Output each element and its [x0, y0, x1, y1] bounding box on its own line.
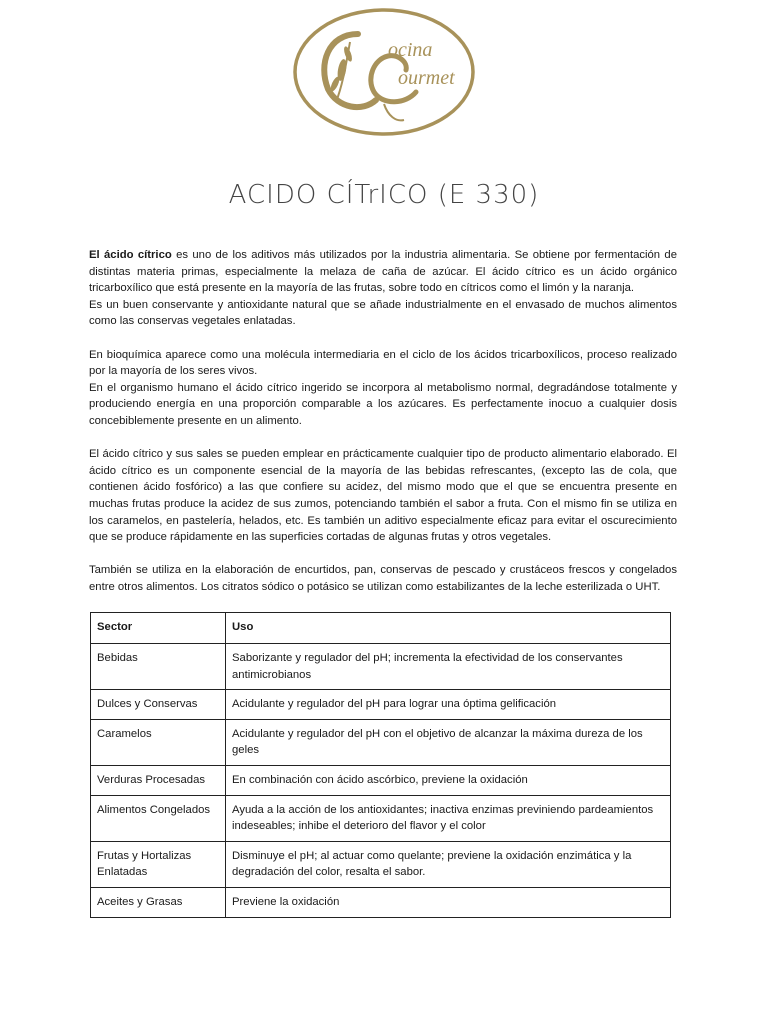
paragraph-6: También se utiliza en la elaboración de encurtidos, pan, conservas de pescado y crustáceos frescos y congelados entre otros alimentos. Los citratos sódico o potásico se utilizan como estabilizantes de la leche esterilizada o UHT.	[89, 564, 677, 593]
uso-cell: Acidulante y regulador del pH para lograr una óptima gelificación	[226, 690, 671, 720]
uso-cell: Saborizante y regulador del pH; incrementa la efectividad de los conservantes antimicrobianos	[226, 644, 671, 690]
paragraph-1	[89, 247, 677, 297]
header-uso: Uso	[226, 613, 671, 644]
table-row	[91, 795, 671, 841]
uso-cell: Previene la oxidación	[226, 887, 671, 917]
paragraph-5: El ácido cítrico y sus sales se pueden emplear en prácticamente cualquier tipo de producto alimentario elaborado. El ácido cítrico es un componente esencial de la mayoría de las bebidas refrescantes, (excepto las de cola, que contienen ácido fosfórico) a las que confiere su acidez, del mismo modo que el que se encuentra presente en muchas frutas produce la acidez de sus zumos, potenciando también el sabor a fruta. Con el mismo fin se utiliza en los caramelos, en pastelería, helados, etc. Es también un aditivo especialmente eficaz para evitar el oscurecimiento que se produce rápidamente en las superficies cortadas de algunas frutas y otros vegetales.	[89, 448, 677, 544]
header-sector: Sector	[91, 613, 226, 644]
sector-cell: Bebidas	[91, 644, 226, 690]
logo-text-line2: ourmet	[398, 67, 455, 89]
uso-cell: Ayuda a la acción de los antioxidantes; inactiva enzimas previniendo pardeamientos indeseables; inhibe el deterioro del flavor y el color	[226, 795, 671, 841]
uses-table	[90, 612, 671, 918]
paragraph-1-text: es uno de los aditivos más utilizados por la industria alimentaria. Se obtiene por fermentación de distintas materia primas, especialmente la melaza de caña de azúcar. El ácido cítrico es un ácido orgánico tricarboxílico que está presente en la mayoría de las frutas, sobre todo en cítricos como el limón y la naranja.	[89, 249, 677, 295]
sector-cell: Frutas y Hortalizas Enlatadas	[91, 841, 226, 887]
sector-cell: Dulces y Conservas	[91, 690, 226, 720]
table-row	[91, 841, 671, 887]
table-header-row	[91, 613, 671, 644]
paragraph-4: En el organismo humano el ácido cítrico ingerido se incorpora al metabolismo normal, degradándose totalmente y produciendo energía en una proporción comparable a los azúcares. Es perfectamente inocuo a cualquier dosis concebiblemente presente en un alimento.	[89, 381, 677, 427]
cocina-gourmet-logo	[288, 4, 480, 140]
table-row	[91, 765, 671, 795]
uso-cell: Disminuye el pH; al actuar como quelante; previene la oxidación enzimática y la degradación del color, resalta el sabor.	[226, 841, 671, 887]
sector-cell: Aceites y Grasas	[91, 887, 226, 917]
table-row	[91, 887, 671, 917]
logo-text-line1: ocina	[388, 39, 433, 61]
document-body	[89, 247, 677, 595]
uso-cell: En combinación con ácido ascórbico, previene la oxidación	[226, 765, 671, 795]
table-row	[91, 719, 671, 765]
sector-cell: Verduras Procesadas	[91, 765, 226, 795]
paragraph-2: Es un buen conservante y antioxidante natural que se añade industrialmente en el envasado de muchos alimentos como las conservas vegetales enlatadas.	[89, 298, 677, 328]
uso-cell: Acidulante y regulador del pH con el objetivo de alcanzar la máxima dureza de los geles	[226, 719, 671, 765]
page-title: ACIDO CÍTrICO (E 330)	[228, 180, 540, 210]
lead-term: El ácido cítrico	[89, 249, 172, 261]
paragraph-3: En bioquímica aparece como una molécula intermediaria en el ciclo de los ácidos tricarboxílicos, proceso realizado por la mayoría de los seres vivos.	[89, 348, 677, 378]
table-row	[91, 690, 671, 720]
sector-cell: Caramelos	[91, 719, 226, 765]
sector-cell: Alimentos Congelados	[91, 795, 226, 841]
table-row	[91, 644, 671, 690]
